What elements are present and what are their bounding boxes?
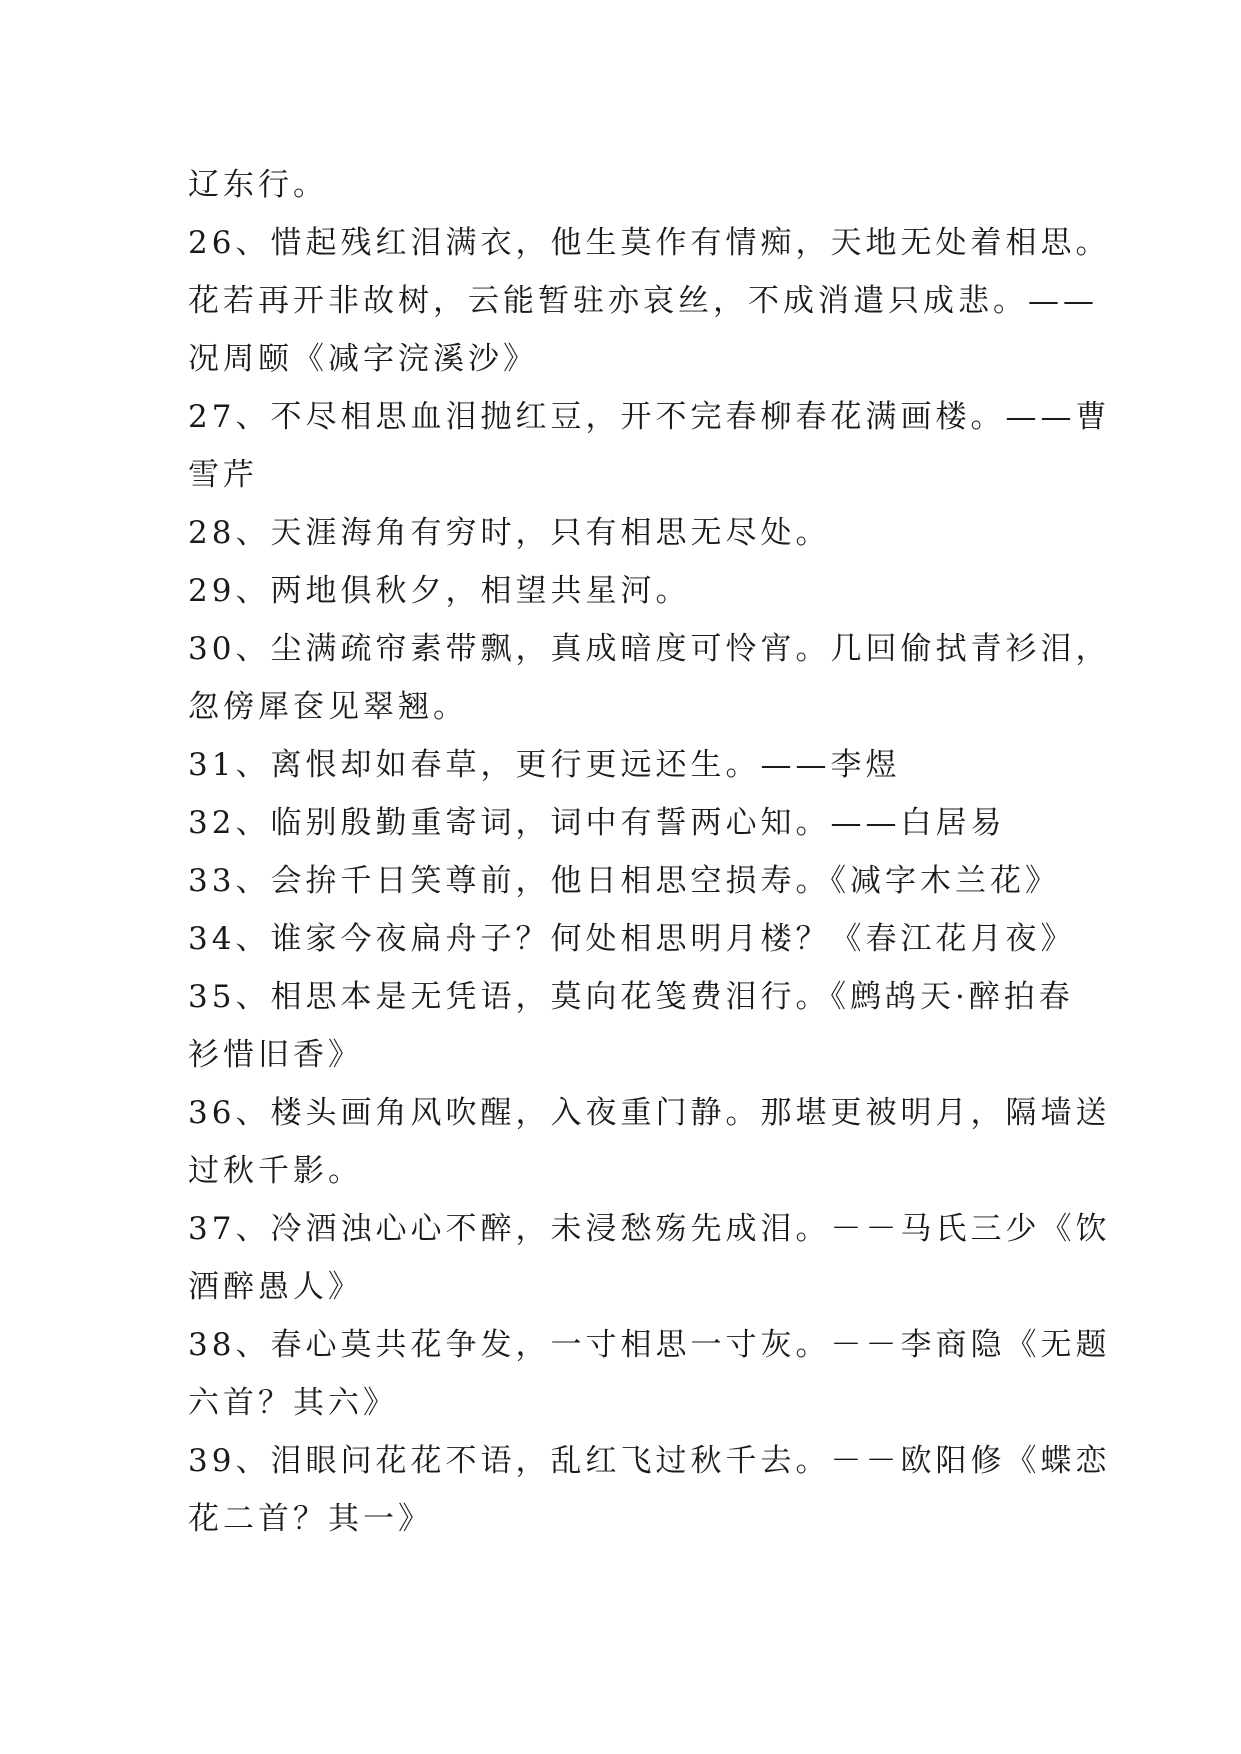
text-line: 六首？其六》 [188, 1385, 398, 1421]
text-line: 酒醉愚人》 [188, 1269, 363, 1305]
text-line: 28、天涯海角有穷时，只有相思无尽处。 [188, 515, 831, 551]
text-line: 37、冷酒浊心心不醉，未浸愁殇先成泪。－－马氏三少《饮 [188, 1211, 1111, 1247]
text-line: 27、不尽相思血泪抛红豆，开不完春柳春花满画楼。——曹 [188, 399, 1111, 435]
text-line: 雪芹 [188, 457, 258, 493]
text-line: 35、相思本是无凭语，莫向花笺费泪行。《鹧鸪天·醉拍春 [188, 979, 1074, 1015]
text-line: 33、会拚千日笑尊前，他日相思空损寿。《减字木兰花》 [188, 863, 1060, 899]
text-line: 30、尘满疏帘素带飘，真成暗度可怜宵。几回偷拭青衫泪， [188, 631, 1111, 667]
text-line: 32、临别殷勤重寄词，词中有誓两心知。——白居易 [188, 805, 1006, 841]
text-line: 29、两地俱秋夕，相望共星河。 [188, 573, 691, 609]
text-line: 衫惜旧香》 [188, 1037, 363, 1073]
text-line: 34、谁家今夜扁舟子？何处相思明月楼？《春江花月夜》 [188, 921, 1076, 957]
text-line: 26、惜起残红泪满衣，他生莫作有情痴，天地无处着相思。 [188, 225, 1111, 261]
text-line: 38、春心莫共花争发，一寸相思一寸灰。－－李商隐《无题 [188, 1327, 1111, 1363]
text-line: 花二首？其一》 [188, 1501, 433, 1537]
text-line: 忽傍犀奁见翠翘。 [188, 689, 468, 725]
text-line: 花若再开非故树，云能暂驻亦哀丝，不成消遣只成悲。—— [188, 283, 1098, 319]
text-line: 31、离恨却如春草，更行更远还生。——李煜 [188, 747, 901, 783]
document-body [188, 156, 1111, 1548]
text-line: 辽东行。 [188, 167, 328, 203]
text-line: 36、楼头画角风吹醒，入夜重门静。那堪更被明月，隔墙送 [188, 1095, 1111, 1131]
text-line: 过秋千影。 [188, 1153, 363, 1189]
text-line: 39、泪眼问花花不语，乱红飞过秋千去。－－欧阳修《蝶恋 [188, 1443, 1111, 1479]
text-line: 况周颐《减字浣溪沙》 [188, 341, 538, 377]
